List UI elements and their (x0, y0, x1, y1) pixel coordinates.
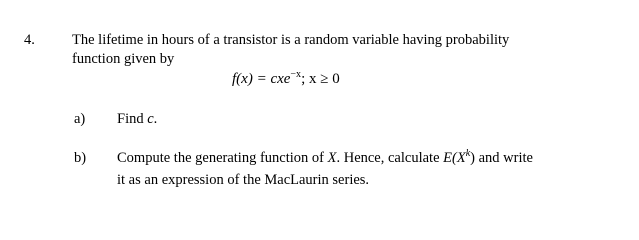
part-a-math: c (147, 111, 154, 127)
part-a-prefix: Find (117, 111, 148, 127)
part-b-math-e: E(X (443, 150, 466, 166)
intro-line-1: The lifetime in hours of a transistor is a random variable having probability (72, 32, 510, 48)
part-a-text (117, 110, 157, 129)
part-b-math-sup: k (465, 148, 471, 159)
pdf-formula (232, 70, 340, 89)
part-b-line-2: it as an expression of the MacLaurin series. (117, 172, 370, 188)
part-b-line-1 (117, 149, 533, 168)
formula-exponent: −x (290, 69, 302, 80)
part-b-math-x: X (327, 150, 337, 166)
part-b-middle: . Hence, calculate (336, 150, 444, 166)
part-b-text (117, 149, 533, 190)
formula-condition: ; x ≥ 0 (301, 71, 340, 87)
part-b-math-close: ) (470, 150, 475, 166)
part-b-label: b) (74, 150, 87, 166)
formula-lhs: f(x) = (232, 71, 271, 87)
intro-line-2: function given by (72, 51, 175, 67)
part-b-suffix: and write (474, 150, 533, 166)
part-a-label: a) (74, 111, 86, 127)
part-a-suffix: . (153, 111, 158, 127)
question-number: 4. (24, 32, 35, 48)
formula-rhs-base: cxe (270, 71, 291, 87)
part-b-prefix: Compute the generating function of (117, 150, 328, 166)
question-intro (72, 31, 509, 69)
